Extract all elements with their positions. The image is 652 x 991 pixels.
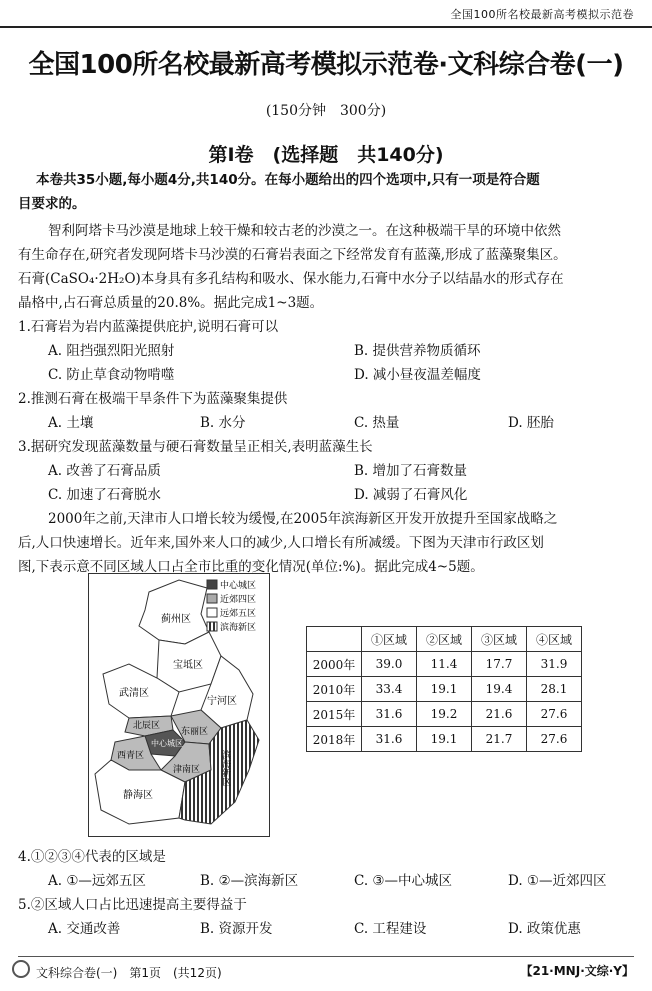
question-2-option-c[interactable]: C. 热量 xyxy=(354,415,400,431)
table-cell: 19.2 xyxy=(417,702,472,727)
passage2-line-3: 图,下表示意不同区域人口占全市比重的变化情况(单位:%)。据此完成4~5题。 xyxy=(18,559,484,575)
running-header: 全国100所名校最新高考模拟示范卷 xyxy=(450,8,634,21)
footer-code: 【21·MNJ·文综·Y】 xyxy=(520,964,634,978)
tianjin-district-map xyxy=(88,573,270,837)
table-cell: 28.1 xyxy=(527,677,582,702)
table-header-region-1: ①区域 xyxy=(362,627,417,652)
label-ninghe: 宁河区 xyxy=(207,696,237,707)
question-5-option-b[interactable]: B. 资源开发 xyxy=(200,921,273,937)
table-cell-year: 2015年 xyxy=(307,702,362,727)
label-baodi: 宝坻区 xyxy=(173,660,203,671)
question-4-option-c[interactable]: C. ③—中心城区 xyxy=(354,873,453,889)
question-2-option-d[interactable]: D. 胚胎 xyxy=(508,415,554,431)
exam-subtitle: (150分钟 300分) xyxy=(265,103,387,119)
table-cell: 31.6 xyxy=(362,702,417,727)
question-1-option-a[interactable]: A. 阻挡强烈阳光照射 xyxy=(48,343,175,359)
label-dongli: 东丽区 xyxy=(181,727,209,737)
question-3-stem: 3.据研究发现蓝藻数量与硬石膏数量呈正相关,表明蓝藻生长 xyxy=(18,439,373,455)
table-row xyxy=(307,652,582,677)
question-5-stem: 5.②区域人口占比迅速提高主要得益于 xyxy=(18,897,247,913)
question-5-option-d[interactable]: D. 政策优惠 xyxy=(508,921,581,937)
table-cell: 21.6 xyxy=(472,702,527,727)
passage2-line-2: 后,人口快速增长。近年来,国外来人口的减少,人口增长有所减缓。下图为天津市行政区划 xyxy=(18,535,544,551)
table-cell: 27.6 xyxy=(527,702,582,727)
legend-label-center: 中心城区 xyxy=(220,581,257,591)
question-5-option-a[interactable]: A. 交通改善 xyxy=(48,921,121,937)
jizhou-region xyxy=(139,580,209,644)
passage2-line-1: 2000年之前,天津市人口增长较为缓慢,在2005年滨海新区开发开放提升至国家战略之 xyxy=(48,511,558,527)
question-3-option-a[interactable]: A. 改善了石膏品质 xyxy=(48,463,161,479)
passage1-line-4: 晶格中,占石膏总质量的20.8%。据此完成1~3题。 xyxy=(18,295,324,311)
legend-swatch-binhai xyxy=(207,622,217,631)
question-2-option-b[interactable]: B. 水分 xyxy=(200,415,246,431)
footer-page-info: 文科综合卷(一) 第1页 (共12页) xyxy=(36,966,222,980)
table-cell: 21.7 xyxy=(472,727,527,752)
table-cell: 39.0 xyxy=(362,652,417,677)
legend-swatch-far xyxy=(207,608,217,617)
table-header-row xyxy=(307,627,582,652)
question-5-option-c[interactable]: C. 工程建设 xyxy=(354,921,427,937)
table-cell: 33.4 xyxy=(362,677,417,702)
table-cell: 31.6 xyxy=(362,727,417,752)
label-wuqing: 武清区 xyxy=(119,688,149,699)
legend-label-far: 远郊五区 xyxy=(220,609,257,619)
legend-label-binhai: 滨海新区 xyxy=(220,623,257,633)
table-header-corner xyxy=(307,627,362,652)
footer-circle-icon xyxy=(12,960,30,978)
label-xiqing: 西青区 xyxy=(117,751,145,761)
instructions-line-2: 目要求的。 xyxy=(18,196,86,212)
exam-title: 全国100所名校最新高考模拟示范卷·文科综合卷(一) xyxy=(28,50,624,80)
label-jinnan: 津南区 xyxy=(173,765,201,775)
question-3-option-d[interactable]: D. 减弱了石膏风化 xyxy=(354,487,468,503)
table-cell: 31.9 xyxy=(527,652,582,677)
table-header-region-4: ④区域 xyxy=(527,627,582,652)
label-center: 中心城区 xyxy=(151,739,183,748)
question-1-option-c[interactable]: C. 防止草食动物啃噬 xyxy=(48,367,175,383)
question-2-stem: 2.推测石膏在极端干旱条件下为蓝藻聚集提供 xyxy=(18,391,288,407)
table-cell-year: 2000年 xyxy=(307,652,362,677)
table-row xyxy=(307,727,582,752)
table-cell: 11.4 xyxy=(417,652,472,677)
question-4-option-b[interactable]: B. ②—滨海新区 xyxy=(200,873,299,889)
table-cell-year: 2018年 xyxy=(307,727,362,752)
question-1-option-b[interactable]: B. 提供营养物质循环 xyxy=(354,343,481,359)
legend-label-near: 近郊四区 xyxy=(220,595,257,605)
table-header-region-2: ②区域 xyxy=(417,627,472,652)
population-share-table xyxy=(306,626,582,752)
label-beichen: 北辰区 xyxy=(133,721,161,731)
question-4-option-d[interactable]: D. ①—近郊四区 xyxy=(508,873,607,889)
footer-rule xyxy=(18,956,634,957)
table-row xyxy=(307,677,582,702)
question-4-stem: 4.①②③④代表的区域是 xyxy=(18,849,166,865)
table-header-region-3: ③区域 xyxy=(472,627,527,652)
question-3-option-b[interactable]: B. 增加了石膏数量 xyxy=(354,463,468,479)
legend-swatch-near xyxy=(207,594,217,603)
label-binhai: 滨海新区 xyxy=(220,750,230,786)
question-1-stem: 1.石膏岩为岩内蓝藻提供庇护,说明石膏可以 xyxy=(18,319,279,335)
passage1-line-1: 智利阿塔卡马沙漠是地球上较干燥和较古老的沙漠之一。在这种极端干旱的环境中依然 xyxy=(48,223,561,239)
header-rule xyxy=(0,26,652,28)
instructions-line-1: 本卷共35小题,每小题4分,共140分。在每小题给出的四个选项中,只有一项是符合题 xyxy=(36,172,540,188)
legend-swatch-center xyxy=(207,580,217,589)
tianjin-map-svg xyxy=(89,574,269,836)
question-1-option-d[interactable]: D. 减小昼夜温差幅度 xyxy=(354,367,481,383)
question-4-option-a[interactable]: A. ①—远郊五区 xyxy=(48,873,146,889)
table-cell: 19.4 xyxy=(472,677,527,702)
label-jizhou: 蓟州区 xyxy=(161,614,191,625)
table-cell: 19.1 xyxy=(417,727,472,752)
table-cell: 19.1 xyxy=(417,677,472,702)
table-row xyxy=(307,702,582,727)
label-jinghai: 静海区 xyxy=(123,790,153,801)
table-cell-year: 2010年 xyxy=(307,677,362,702)
passage1-line-2: 有生命存在,研究者发现阿塔卡马沙漠的石膏岩表面之下经常发育有蓝藻,形成了蓝藻聚集区。 xyxy=(18,247,567,263)
table-cell: 17.7 xyxy=(472,652,527,677)
question-3-option-c[interactable]: C. 加速了石膏脱水 xyxy=(48,487,161,503)
question-2-option-a[interactable]: A. 土壤 xyxy=(48,415,94,431)
table-cell: 27.6 xyxy=(527,727,582,752)
section-title: 第Ⅰ卷 (选择题 共140分) xyxy=(208,144,444,166)
passage1-line-3: 石膏(CaSO₄·2H₂O)本身具有多孔结构和吸水、保水能力,石膏中水分子以结晶水的形式存在 xyxy=(18,271,564,287)
